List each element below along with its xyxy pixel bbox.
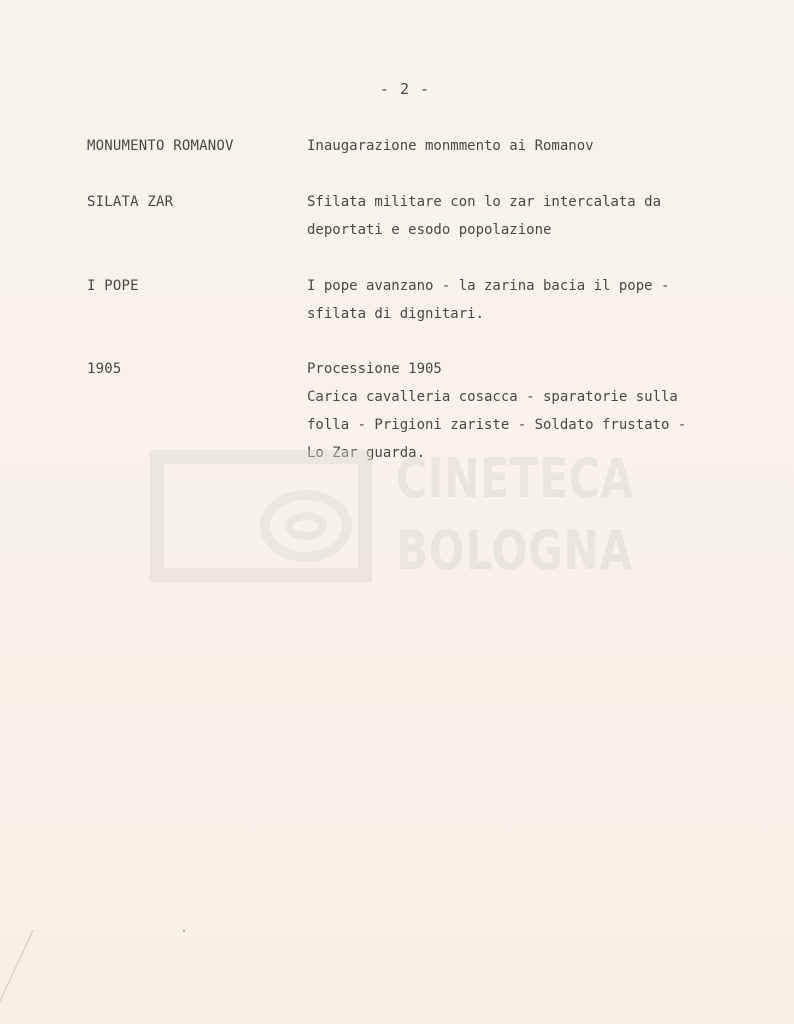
scene-description-silata-zar [307, 188, 757, 244]
scene-description-monumento-romanov [307, 132, 757, 160]
description-line: Sfilata militare con lo zar intercalata da [307, 194, 662, 210]
scene-label-monumento-romanov: MONUMENTO ROMANOV [87, 138, 234, 154]
description-line: sfilata di dignitari. [307, 306, 485, 322]
page-number: - 2 - [379, 80, 431, 98]
description-line: Lo Zar guarda. [307, 445, 426, 461]
description-line: Carica cavalleria cosacca - sparatorie sulla [307, 389, 678, 405]
watermark-logo-inner-icon [285, 512, 327, 540]
watermark-text-line2: BOLOGNA [396, 519, 633, 582]
paper-speck [183, 930, 185, 932]
watermark-text-line1: CINETECA [396, 447, 634, 510]
scene-description-i-pope [307, 272, 757, 328]
scene-label-i-pope: I POPE [87, 278, 139, 294]
description-line: I pope avanzano - la zarina bacia il pope - [307, 278, 670, 294]
paper-scratch [0, 930, 84, 1010]
description-line: deportati e esodo popolazione [307, 222, 552, 238]
scene-label-1905: 1905 [87, 361, 122, 377]
description-line: Processione 1905 [307, 361, 442, 377]
description-line: folla - Prigioni zariste - Soldato frustato - [307, 417, 687, 433]
scene-label-silata-zar: SILATA ZAR [87, 194, 174, 210]
description-line: Inaugarazione monmmento ai Romanov [307, 138, 594, 154]
